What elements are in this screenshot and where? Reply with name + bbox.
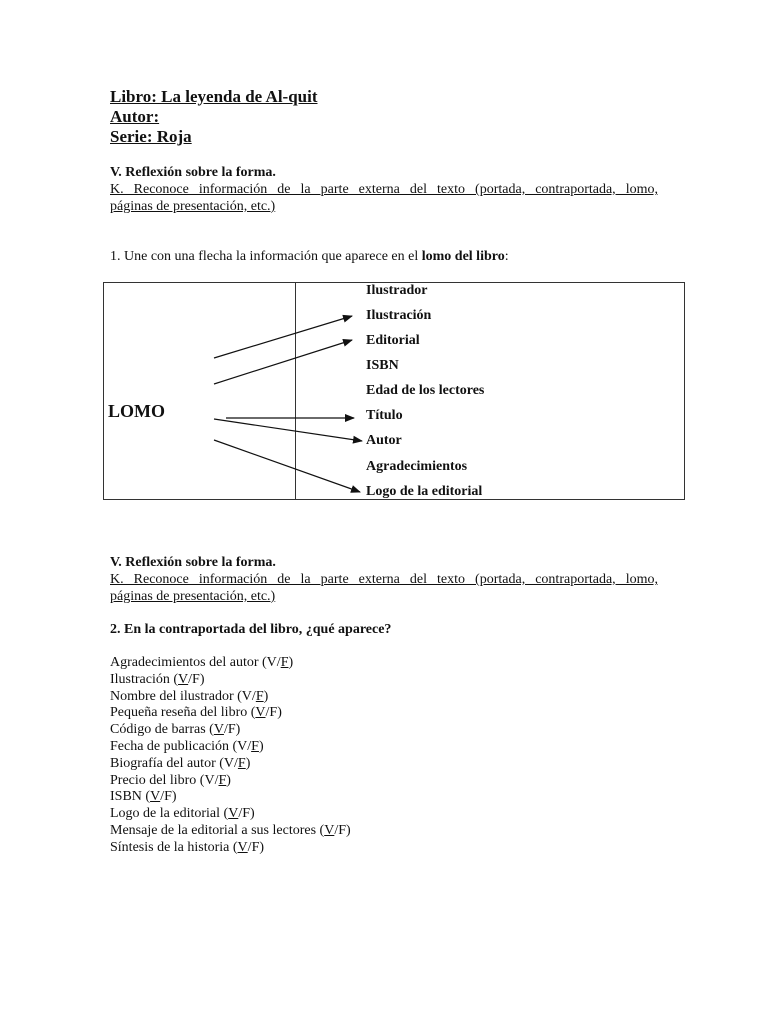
section-title: V. Reflexión sobre la forma. xyxy=(110,165,276,180)
answer-item-text: Agradecimientos del autor ( xyxy=(110,655,267,670)
answer-item-text: Mensaje de la editorial a sus lectores ( xyxy=(110,823,325,838)
answer-item: Precio del libro (V/F) xyxy=(110,772,231,788)
option-v: V xyxy=(213,722,224,738)
question-2-number: 2 xyxy=(110,622,117,637)
option-f: F xyxy=(164,789,172,805)
answer-item: Pequeña reseña del libro (V/F) xyxy=(110,705,282,721)
book-title: Libro: La leyenda de Al-quit xyxy=(110,87,318,106)
option-autor: Autor xyxy=(366,433,402,448)
arrow-to-ilustracion xyxy=(214,316,352,358)
answer-item: Síntesis de la historia (V/F) xyxy=(110,839,265,855)
option-v: V xyxy=(255,705,266,721)
option-v: V xyxy=(266,655,277,670)
option-logo-editorial: Logo de la editorial xyxy=(366,484,483,499)
option-f: F xyxy=(192,671,200,687)
answer-item: Agradecimientos del autor (V/F) xyxy=(110,655,294,670)
arrow-to-autor xyxy=(214,419,362,441)
book-author: Autor: xyxy=(110,107,160,126)
answer-item-text: Precio del libro ( xyxy=(110,772,205,788)
option-f: F xyxy=(280,655,289,670)
question-1-prefix: 1. Une con una flecha la información que aparece en el xyxy=(110,249,422,264)
answer-item-text: Nombre del ilustrador ( xyxy=(110,688,242,704)
arrow-to-editorial xyxy=(214,340,352,384)
answer-item-text: Síntesis de la historia ( xyxy=(110,839,238,855)
answer-item-text: Ilustración ( xyxy=(110,671,179,687)
option-editorial: Editorial xyxy=(366,333,420,348)
answer-item-text: Pequeña reseña del libro ( xyxy=(110,705,256,721)
option-f: F xyxy=(338,823,347,838)
objective-text-continued: páginas de presentación, etc.) xyxy=(110,199,276,214)
question-2-text: . En la contraportada del libro, ¿qué aparece? xyxy=(117,622,392,637)
answer-item: Biografía del autor (V/F) xyxy=(110,755,251,771)
option-ilustracion: Ilustración xyxy=(366,308,432,323)
answer-item-text: ISBN ( xyxy=(110,789,151,805)
option-v: V xyxy=(241,688,252,704)
answer-item: Logo de la editorial (V/F) xyxy=(110,806,255,822)
arrow-to-logo-editorial xyxy=(214,440,360,492)
option-ilustrador: Ilustrador xyxy=(366,283,428,298)
option-isbn: ISBN xyxy=(366,358,399,373)
section-title-2: V. Reflexión sobre la forma. xyxy=(110,555,276,570)
option-f: F xyxy=(269,705,278,721)
answer-item: Fecha de publicación (V/F) xyxy=(110,739,264,754)
answer-item: ISBN (V/F) xyxy=(110,789,177,805)
option-f: F xyxy=(251,839,260,855)
answer-item-text: Biografía del autor ( xyxy=(110,755,224,771)
answer-item-text: Código de barras ( xyxy=(110,722,214,738)
book-series: Serie: Roja xyxy=(110,127,192,146)
option-f: F xyxy=(242,806,250,822)
answer-item: Mensaje de la editorial a sus lectores (V/F) xyxy=(110,823,351,838)
option-v: V xyxy=(223,755,235,771)
objective-text-2: K. Reconoce información de la parte externa del texto (portada, contraportada, lomo, xyxy=(110,572,658,587)
option-f: F xyxy=(251,739,259,754)
option-v: V xyxy=(178,671,189,687)
option-v: V xyxy=(204,772,215,788)
option-edad-lectores: Edad de los lectores xyxy=(366,383,485,398)
option-f: F xyxy=(227,722,236,738)
option-agradecimientos: Agradecimientos xyxy=(366,459,468,474)
answer-item-text: Logo de la editorial ( xyxy=(110,806,229,822)
question-2 xyxy=(110,622,391,638)
option-v: V xyxy=(228,806,239,822)
option-v: V xyxy=(237,739,248,754)
question-1-emphasis: lomo del libro xyxy=(421,249,505,264)
option-v: V xyxy=(324,823,335,838)
answer-item: Código de barras (V/F) xyxy=(110,722,241,738)
question-1-suffix: : xyxy=(504,249,509,264)
option-v: V xyxy=(150,789,161,805)
answer-item: Nombre del ilustrador (V/F) xyxy=(110,688,269,704)
option-titulo: Título xyxy=(366,408,403,423)
lomo-label: LOMO xyxy=(108,401,165,421)
answer-item: Ilustración (V/F) xyxy=(110,671,205,687)
option-f: F xyxy=(237,755,246,771)
option-v: V xyxy=(237,839,248,855)
answer-item-text: Fecha de publicación ( xyxy=(110,739,238,754)
objective-text: K. Reconoce información de la parte externa del texto (portada, contraportada, lomo, xyxy=(110,182,658,197)
option-f: F xyxy=(218,772,227,788)
objective-text-2-continued: páginas de presentación, etc.) xyxy=(110,589,276,604)
option-f: F xyxy=(255,688,264,704)
